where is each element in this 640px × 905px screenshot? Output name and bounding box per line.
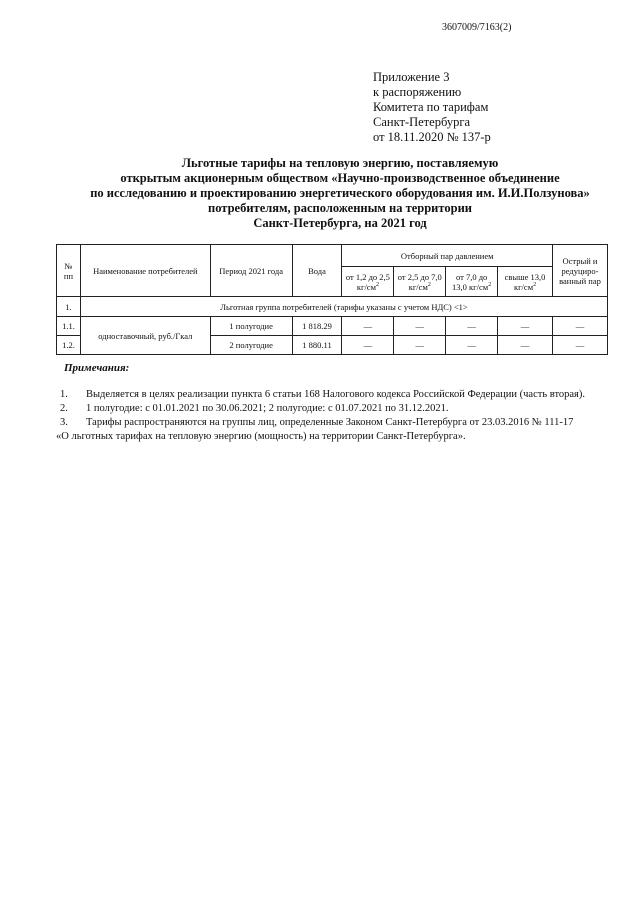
superscript: 2 xyxy=(488,281,492,288)
superscript: 2 xyxy=(427,281,431,288)
title-line: Льготные тарифы на тепловую энергию, поставляемую xyxy=(181,156,499,170)
note-number: 3. xyxy=(60,417,68,428)
appendix-line: Комитета по тарифам xyxy=(373,100,489,114)
note-item xyxy=(56,388,608,402)
header-steam-3 xyxy=(446,267,498,297)
row-water: 1 818.29 xyxy=(292,317,342,336)
note-number: 2. xyxy=(60,403,68,414)
row-steam-1: — xyxy=(342,317,394,336)
header-steam-2-text: от 2,5 до 7,0 кг/см xyxy=(397,271,442,292)
header-water: Вода xyxy=(292,245,342,297)
notes-title: Примечания: xyxy=(64,362,130,374)
row-steam-1: — xyxy=(342,336,394,355)
appendix-line: Приложение 3 xyxy=(373,70,450,84)
header-steam-group: Отборный пар давлением xyxy=(342,245,552,267)
row-sharp: — xyxy=(552,336,607,355)
group-row-text: Льготная группа потребителей (тарифы указаны с учетом НДС) <1> xyxy=(80,297,607,317)
rate-label: одноставочный, руб./Гкал xyxy=(80,317,210,355)
appendix-line: к распоряжению xyxy=(373,85,462,99)
appendix-block xyxy=(373,70,491,145)
row-num: 1.2. xyxy=(57,336,81,355)
note-number: 1. xyxy=(60,389,68,400)
title-line: Санкт-Петербурга, на 2021 год xyxy=(253,216,427,230)
superscript: 2 xyxy=(375,281,379,288)
row-steam-4: — xyxy=(498,317,553,336)
group-row-num: 1. xyxy=(57,297,81,317)
table-row xyxy=(57,317,608,336)
row-period: 1 полугодие xyxy=(210,317,292,336)
title-line: потребителям, расположенным на территории xyxy=(208,201,472,215)
note-item xyxy=(56,416,608,430)
note-text: 1 полугодие: с 01.01.2021 по 30.06.2021; 2 полугодие: с 01.07.2021 по 31.12.2021. xyxy=(86,403,449,414)
row-steam-2: — xyxy=(394,317,446,336)
row-sharp: — xyxy=(552,317,607,336)
superscript: 2 xyxy=(533,281,537,288)
note-item xyxy=(56,402,608,416)
row-steam-3: — xyxy=(446,317,498,336)
note-text: Выделяется в целях реализации пункта 6 статьи 168 Налогового кодекса Российской Федерации (часть вторая). xyxy=(86,389,586,400)
row-steam-4: — xyxy=(498,336,553,355)
header-num: № пп xyxy=(57,245,81,297)
title-line: по исследованию и проектированию энергетического оборудования им. И.И.Ползунова» xyxy=(90,186,590,200)
header-steam-3-text: от 7,0 до 13,0 кг/см xyxy=(452,271,489,292)
row-water: 1 880.11 xyxy=(292,336,342,355)
document-title xyxy=(40,156,640,231)
header-steam-4 xyxy=(498,267,553,297)
document-number: 3607009/7163(2) xyxy=(442,22,512,33)
notes-list xyxy=(56,388,608,444)
header-period: Период 2021 года xyxy=(210,245,292,297)
header-steam-1-text: от 1,2 до 2,5 кг/см xyxy=(345,271,390,292)
header-steam-1 xyxy=(342,267,394,297)
appendix-line: Санкт-Петербурга xyxy=(373,115,471,129)
title-line: открытым акционерным обществом «Научно-производственное объединение xyxy=(120,171,560,185)
tariff-table xyxy=(56,244,608,355)
header-sharp-steam: Острый и редуциро-ванный пар xyxy=(552,245,607,297)
row-steam-3: — xyxy=(446,336,498,355)
note-continuation: «О льготных тарифах на тепловую энергию (мощность) на территории Санкт-Петербурга». xyxy=(56,431,466,442)
note-text: Тарифы распространяются на группы лиц, определенные Законом Санкт-Петербурга от 23.03.2016 № 111-17 xyxy=(86,417,574,428)
header-steam-4-text: свыше 13,0 кг/см xyxy=(504,271,546,292)
row-num: 1.1. xyxy=(57,317,81,336)
header-steam-2 xyxy=(394,267,446,297)
appendix-line: от 18.11.2020 № 137-р xyxy=(373,130,491,144)
header-consumer: Наименование потребителей xyxy=(80,245,210,297)
row-steam-2: — xyxy=(394,336,446,355)
row-period: 2 полугодие xyxy=(210,336,292,355)
